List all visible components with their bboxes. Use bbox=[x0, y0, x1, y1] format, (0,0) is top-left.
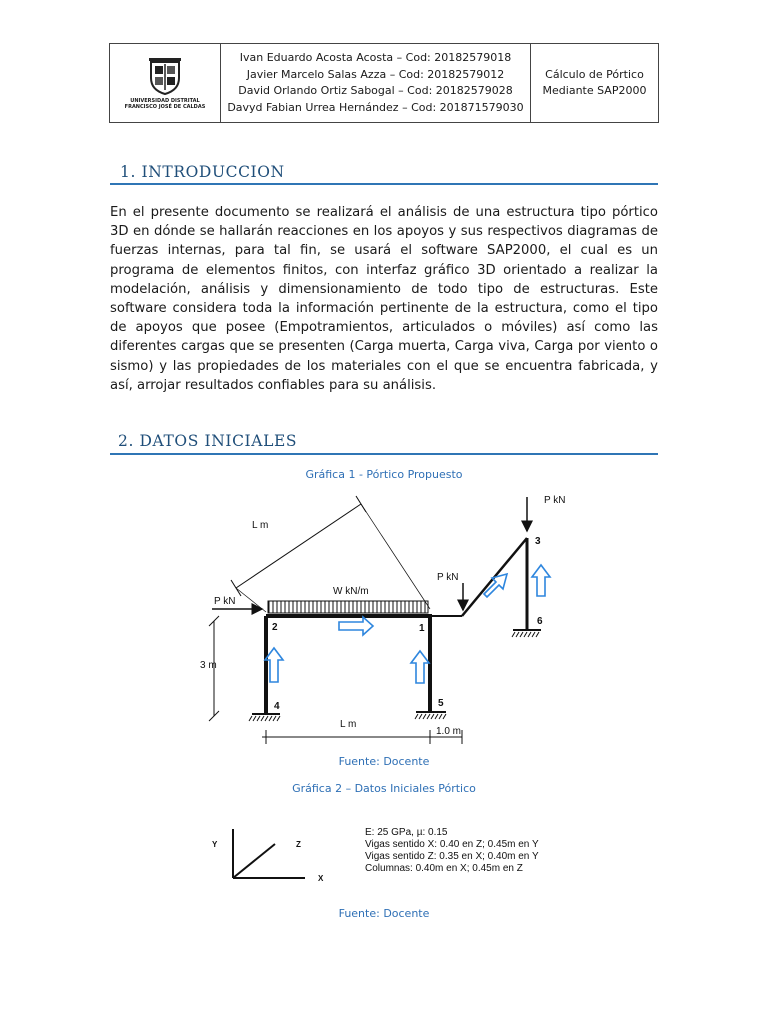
prop-vigas-z: Vigas sentido Z: 0.35 en X; 0.40m en Y bbox=[365, 851, 539, 862]
author-1: Ivan Eduardo Acosta Acosta – Cod: 20182579018 bbox=[239, 51, 512, 64]
axes-diagram bbox=[200, 820, 600, 890]
dimension-bottom bbox=[262, 730, 462, 744]
figure2-source: Fuente: Docente bbox=[338, 907, 430, 920]
figure1-source: Fuente: Docente bbox=[338, 755, 430, 768]
distributed-load bbox=[268, 601, 428, 613]
node-2: 2 bbox=[272, 622, 278, 633]
label-P-left: P kN bbox=[214, 596, 236, 607]
support-4 bbox=[249, 714, 280, 721]
figure1-caption: Gráfica 1 - Pórtico Propuesto bbox=[305, 468, 463, 481]
support-5 bbox=[415, 712, 446, 719]
node-1: 1 bbox=[419, 623, 425, 634]
logo-caption: UNIVERSIDAD DISTRITAL FRANCISCO JOSÉ DE CALDAS bbox=[124, 98, 206, 110]
label-Lm-diag: L m bbox=[252, 520, 269, 531]
section2-heading: 2. DATOS INICIALES bbox=[118, 432, 298, 450]
label-1m: 1.0 m bbox=[436, 726, 462, 737]
prop-columnas: Columnas: 0.40m en X; 0.45m en Z bbox=[365, 863, 523, 874]
node-4: 4 bbox=[274, 701, 280, 712]
axis-label-x: X bbox=[318, 874, 324, 883]
label-P-top: P kN bbox=[544, 495, 566, 506]
prop-vigas-x: Vigas sentido X: 0.40 en Z; 0.45m en Y bbox=[365, 839, 539, 850]
label-W: W kN/m bbox=[333, 586, 369, 597]
axis-label-z: Z bbox=[296, 840, 301, 849]
figure2-caption: Gráfica 2 – Datos Iniciales Pórtico bbox=[292, 782, 476, 795]
label-3m: 3 m bbox=[200, 660, 217, 671]
axis-arrow-col6 bbox=[532, 565, 550, 596]
label-P-mid: P kN bbox=[437, 572, 459, 583]
label-Lm-bottom: L m bbox=[340, 719, 357, 730]
prop-E: E: 25 GPa, µ: 0.15 bbox=[365, 827, 448, 838]
intro-paragraph: En el presente documento se realizará el análisis de una estructura tipo pórtico 3D en dónde se hallarán reacciones en los apoyos y sus respectivos diagramas de fuerzas internas, para tal fin, se usará el software SAP2000, el cual es un programa de elementos finitos, con interfaz gráfico 3D orientado a realizar la modelación, análisis y dimensionamiento de todo tipo de estructuras. Este software considera toda la información pertinente de la estructura, como el tipo de apoyos que posee (Empotramientos, articulados o móviles) así como las diferentes cargas que se presenten (Carga muerta, Carga viva, Carga por viento o sismo) y las propiedades de los materiales con el que se encuentra fabricada, y así, arrojar resultados confiables para su análisis. bbox=[110, 205, 658, 393]
author-2: Javier Marcelo Salas Azza – Cod: 20182579012 bbox=[246, 67, 505, 81]
axis-label-y: Y bbox=[212, 840, 218, 849]
support-6 bbox=[512, 630, 541, 637]
section1-heading: 1. INTRODUCCION bbox=[120, 163, 285, 181]
node-3: 3 bbox=[535, 536, 541, 547]
dimension-diagonal bbox=[231, 496, 430, 612]
doc-title-line2: Mediante SAP2000 bbox=[542, 84, 647, 97]
axis-arrow-col5 bbox=[411, 651, 429, 683]
author-4: Davyd Fabian Urrea Hernández – Cod: 201871579030 bbox=[227, 100, 524, 114]
axis-arrow-beam bbox=[339, 617, 373, 635]
node-5: 5 bbox=[438, 698, 444, 709]
author-3: David Orlando Ortiz Sabogal – Cod: 20182579028 bbox=[238, 84, 513, 97]
doc-title-line1: Cálculo de Pórtico bbox=[545, 67, 644, 81]
frame-members bbox=[266, 538, 527, 714]
node-6: 6 bbox=[537, 616, 543, 627]
